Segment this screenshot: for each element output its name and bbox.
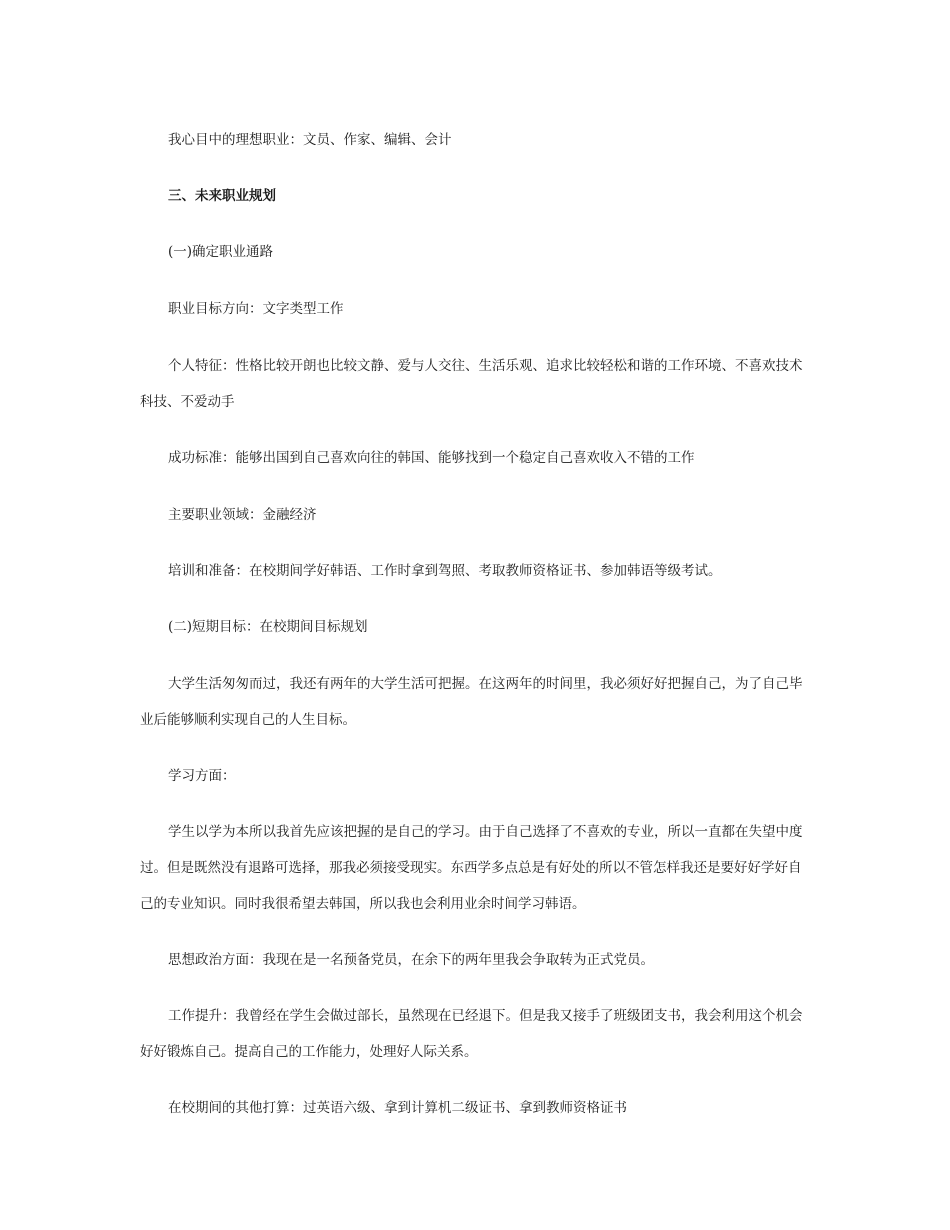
subheading-career-path: (一)确定职业通路 [168, 244, 274, 260]
paragraph-career-direction: 职业目标方向：文字类型工作 [168, 301, 344, 317]
paragraph-ideal-career: 我心目中的理想职业：文员、作家、编辑、会计 [168, 132, 452, 148]
paragraph-college-life: 大学生活匆匆而过，我还有两年的大学生活可把握。在这两年的时间里，我必须好好把握自己，为了自己毕业后能够顺利实现自己的人生目标。 [140, 676, 803, 728]
paragraph-training: 培训和准备：在校期间学好韩语、工作时拿到驾照、考取教师资格证书、参加韩语等级考试。 [168, 563, 722, 579]
paragraph-study-details: 学生以学为本所以我首先应该把握的是自己的学习。由于自己选择了不喜欢的专业，所以一直都在失望中度过。但是既然没有退路可选择，那我必须接受现实。东西学多点总是有好处的所以不管怎样我还是要好好学好自己的专业知识。同时我很希望去韩国，所以我也会利用业余时间学习韩语。 [140, 824, 803, 912]
paragraph-study-heading: 学习方面： [168, 768, 236, 784]
paragraph-other-plans: 在校期间的其他打算：过英语六级、拿到计算机二级证书、拿到教师资格证书 [168, 1100, 627, 1116]
paragraph-career-field: 主要职业领域：金融经济 [168, 507, 317, 523]
paragraph-political: 思想政治方面：我现在是一名预备党员，在余下的两年里我会争取转为正式党员。 [168, 952, 654, 968]
paragraph-personal-traits: 个人特征：性格比较开朗也比较文静、爱与人交往、生活乐观、追求比较轻松和谐的工作环境、不喜欢技术科技、不爱动手 [140, 358, 803, 410]
section-heading-future-plan: 三、未来职业规划 [168, 188, 276, 204]
paragraph-work-improvement: 工作提升：我曾经在学生会做过部长，虽然现在已经退下。但是我又接手了班级团支书，我会利用这个机会好好锻炼自己。提高自己的工作能力，处理好人际关系。 [140, 1008, 803, 1060]
subheading-short-term-goals: (二)短期目标：在校期间目标规划 [168, 619, 368, 635]
paragraph-success-criteria: 成功标准：能够出国到自己喜欢向往的韩国、能够找到一个稳定自己喜欢收入不错的工作 [168, 450, 695, 466]
